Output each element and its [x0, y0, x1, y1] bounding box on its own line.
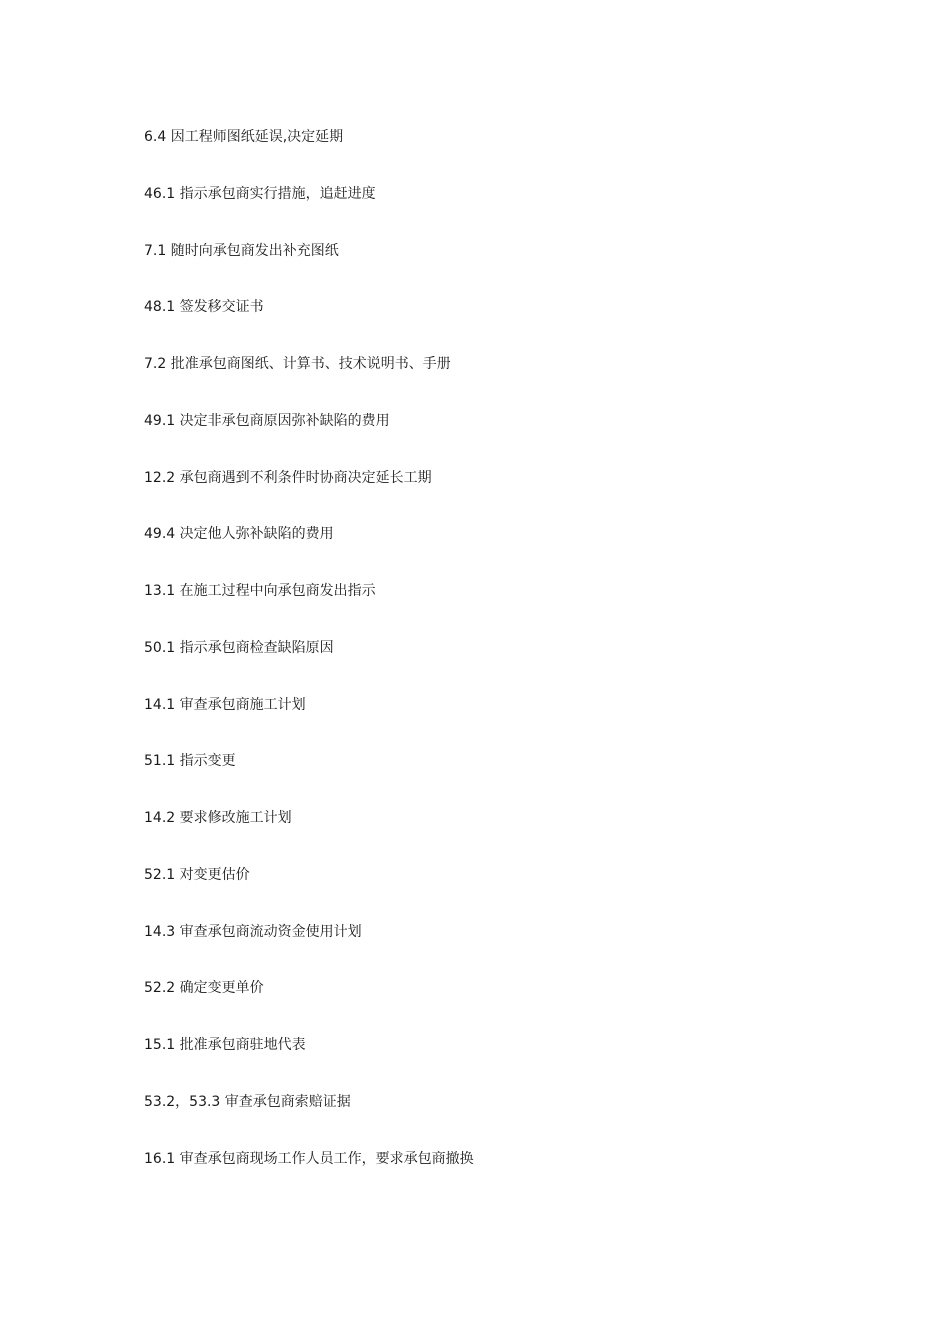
clause-item: 16.1 审查承包商现场工作人员工作，要求承包商撤换 [144, 1150, 474, 1167]
clause-item: 7.1 随时向承包商发出补充图纸 [144, 242, 339, 259]
clause-list [144, 126, 474, 1204]
clause-item: 51.1 指示变更 [144, 753, 236, 770]
clause-item: 6.4 因工程师图纸延误,决定延期 [144, 129, 344, 145]
clause-item: 13.1 在施工过程中向承包商发出指示 [144, 583, 376, 599]
clause-item: 14.1 审查承包商施工计划 [144, 696, 306, 713]
clause-item: 12.2 承包商遇到不利条件时协商决定延长工期 [144, 469, 432, 486]
clause-item: 49.1 决定非承包商原因弥补缺陷的费用 [144, 412, 390, 429]
clause-item: 50.1 指示承包商检查缺陷原因 [144, 639, 334, 656]
clause-item: 14.3 审查承包商流动资金使用计划 [144, 923, 362, 940]
clause-item: 7.2 批准承包商图纸、计算书、技术说明书、手册 [144, 356, 451, 372]
clause-item: 46.1 指示承包商实行措施，追赶进度 [144, 185, 376, 202]
clause-item: 15.1 批准承包商驻地代表 [144, 1037, 306, 1053]
clause-item: 52.1 对变更估价 [144, 866, 250, 883]
clause-item: 14.2 要求修改施工计划 [144, 810, 292, 826]
clause-item: 52.2 确定变更单价 [144, 980, 264, 997]
clause-item: 53.2，53.3 审查承包商索赔证据 [144, 1093, 351, 1110]
clause-item: 49.4 决定他人弥补缺陷的费用 [144, 526, 334, 543]
clause-item: 48.1 签发移交证书 [144, 299, 264, 316]
